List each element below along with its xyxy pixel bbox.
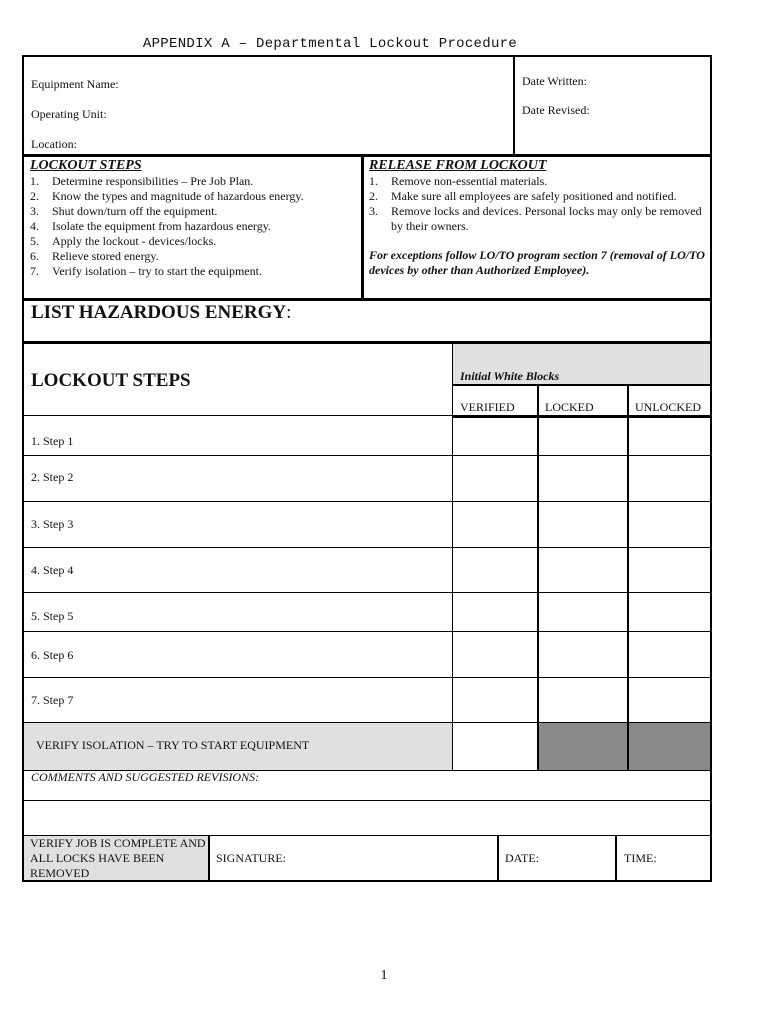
time-label: TIME: [624,851,657,865]
page-title: APPENDIX A – Departmental Lockout Procedure [142,36,518,52]
list-item: 1. Remove non-essential materials. [369,174,548,188]
table-row: 6. Step 6 [31,648,74,662]
date-label: DATE: [505,851,539,865]
list-item: 2. Know the types and magnitude of hazardous energy. [30,189,304,203]
blocks-rule [453,384,710,386]
signature-label: SIGNATURE: [216,851,287,865]
col-line [452,344,453,771]
release-panel [369,158,707,278]
row-rule [24,677,710,678]
list-item: 3. Remove locks and devices. Personal locks may only be removed by their owners. [369,204,702,233]
col-line [208,836,210,880]
release-steps-list [369,174,707,234]
row-rule [24,415,453,416]
lockout-form [22,55,712,882]
row-rule [453,415,710,418]
col-line [615,836,617,880]
list-item: 5. Apply the lockout - devices/locks. [30,234,217,248]
lockout-steps-list [30,174,360,279]
lockout-steps-panel [30,158,360,279]
page-number: 1 [380,968,388,983]
row-rule [24,455,710,456]
verify-isolation-label: VERIFY ISOLATION – TRY TO START EQUIPMENT [36,738,310,752]
list-item: 3. Shut down/turn off the equipment. [30,204,218,218]
comments-label: COMMENTS AND SUGGESTED REVISIONS: [31,770,260,784]
lockout-steps-table-heading: LOCKOUT STEPS [31,370,191,391]
list-item: 4. Isolate the equipment from hazardous energy. [30,219,271,233]
table-row: 5. Step 5 [31,609,74,623]
table-row: 7. Step 7 [31,693,74,707]
col-line [627,386,629,771]
col-verified: VERIFIED [460,400,515,414]
list-item: 7. Verify isolation – try to start the equipment. [30,264,262,278]
lockout-steps-heading: LOCKOUT STEPS [30,158,142,173]
list-item: 1. Determine responsibilities – Pre Job Plan. [30,174,254,188]
location-label: Location: [31,137,77,151]
release-bottom-rule [24,298,710,301]
lockout-release-divider [361,156,364,300]
operating-unit-label: Operating Unit: [31,107,107,121]
row-rule [24,547,710,548]
table-row: 3. Step 3 [31,517,74,531]
row-rule [24,631,710,632]
release-note: For exceptions follow LO/TO program section 7 (removal of LO/TO devices by other than Authorized Employee). [369,248,705,277]
list-item: 6. Relieve stored energy. [30,249,159,263]
col-unlocked: UNLOCKED [635,400,701,414]
table-row: 4. Step 4 [31,563,74,577]
row-rule [24,592,710,593]
list-item: 2. Make sure all employees are safely positioned and notified. [369,189,677,203]
initial-white-blocks-label: Initial White Blocks [460,369,560,383]
header-bottom-rule [24,154,710,157]
row-rule [24,501,710,502]
locked-blocked-cell [539,723,627,770]
unlocked-blocked-cell [629,723,710,770]
date-revised-label: Date Revised: [522,103,590,117]
equipment-name-label: Equipment Name: [31,77,119,91]
col-locked: LOCKED [545,400,594,414]
release-heading: RELEASE FROM LOCKOUT [369,158,547,173]
verify-job-label: VERIFY JOB IS COMPLETE AND ALL LOCKS HAVE BEEN REMOVED [30,836,206,880]
table-row: 1. Step 1 [31,434,74,448]
col-line [537,386,539,771]
col-line [497,836,499,880]
date-written-label: Date Written: [522,74,587,88]
table-row: 2. Step 2 [31,470,74,484]
row-rule [24,800,710,801]
hazardous-energy-label: LIST HAZARDOUS ENERGY: [31,302,292,323]
header-divider [513,57,515,155]
